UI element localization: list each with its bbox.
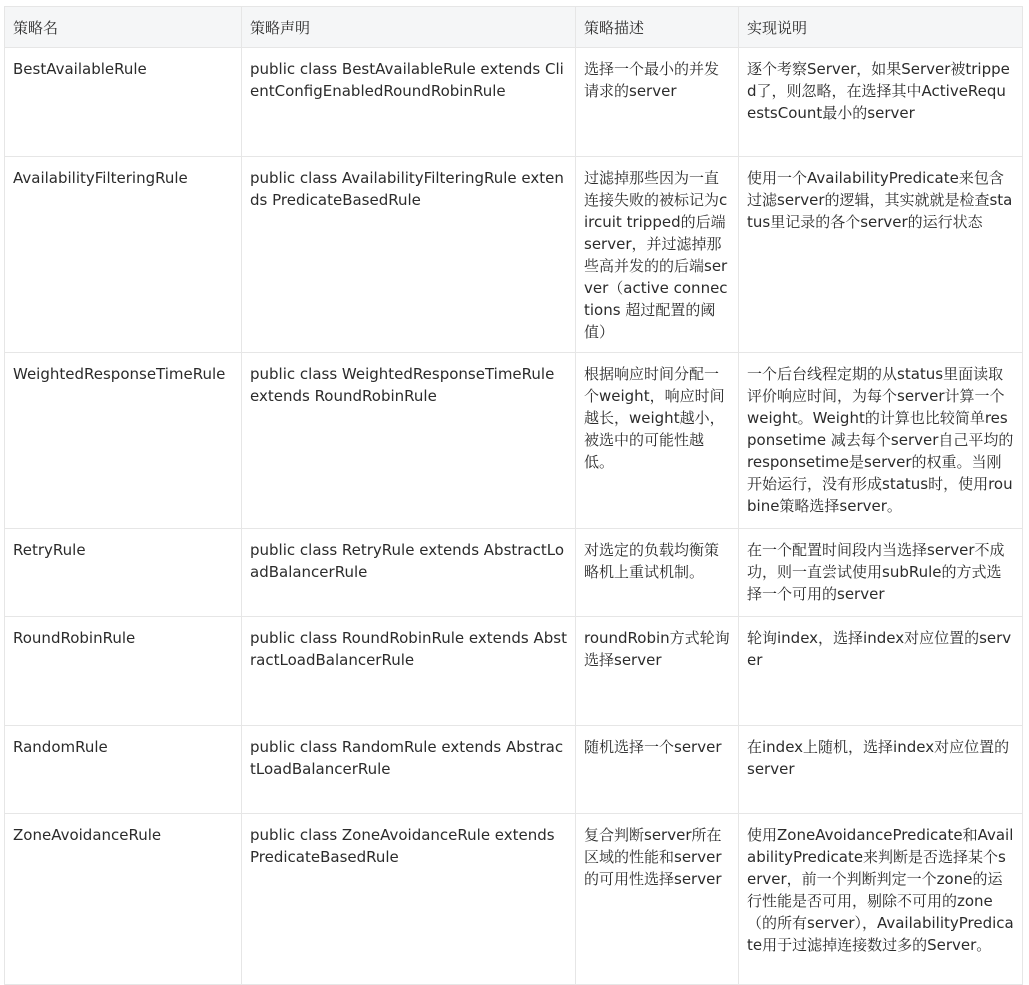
- cell-name: RandomRule: [5, 726, 242, 814]
- header-strategy-name: 策略名: [5, 7, 242, 48]
- table-row: [5, 726, 1023, 814]
- strategy-table-container: [4, 6, 1022, 985]
- cell-implementation: 逐个考察Server，如果Server被tripped了，则忽略，在选择其中ActiveRequestsCount最小的server: [739, 48, 1023, 157]
- cell-implementation: 使用ZoneAvoidancePredicate和AvailabilityPredicate来判断是否选择某个server，前一个判断判定一个zone的运行性能是否可用，剔除不可用的zone（的所有server），AvailabilityPredicate用于过滤掉连接数过多的Server。: [739, 814, 1023, 985]
- cell-declaration: public class AvailabilityFilteringRule extends PredicateBasedRule: [242, 157, 576, 353]
- cell-implementation: 使用一个AvailabilityPredicate来包含过滤server的逻辑，其实就就是检查status里记录的各个server的运行状态: [739, 157, 1023, 353]
- cell-implementation: 一个后台线程定期的从status里面读取评价响应时间，为每个server计算一个weight。Weight的计算也比较简单responsetime 减去每个server自己平均的responsetime是server的权重。当刚开始运行，没有形成status时，使用roubine策略选择server。: [739, 353, 1023, 529]
- cell-declaration: public class ZoneAvoidanceRule extends PredicateBasedRule: [242, 814, 576, 985]
- cell-name: RoundRobinRule: [5, 617, 242, 726]
- cell-description: 根据响应时间分配一个weight，响应时间越长，weight越小，被选中的可能性越低。: [576, 353, 739, 529]
- header-row: [5, 7, 1023, 48]
- cell-implementation: 在index上随机，选择index对应位置的server: [739, 726, 1023, 814]
- cell-declaration: public class BestAvailableRule extends ClientConfigEnabledRoundRobinRule: [242, 48, 576, 157]
- cell-description: 随机选择一个server: [576, 726, 739, 814]
- cell-description: 对选定的负载均衡策略机上重试机制。: [576, 529, 739, 617]
- header-strategy-declaration: 策略声明: [242, 7, 576, 48]
- cell-name: BestAvailableRule: [5, 48, 242, 157]
- cell-description: 过滤掉那些因为一直连接失败的被标记为circuit tripped的后端server，并过滤掉那些高并发的的后端server（active connections 超过配置的阈值）: [576, 157, 739, 353]
- cell-implementation: 轮询index，选择index对应位置的server: [739, 617, 1023, 726]
- cell-description: 复合判断server所在区域的性能和server的可用性选择server: [576, 814, 739, 985]
- table-row: [5, 157, 1023, 353]
- cell-description: roundRobin方式轮询选择server: [576, 617, 739, 726]
- table-body: [5, 48, 1023, 985]
- table-row: [5, 48, 1023, 157]
- table-header: [5, 7, 1023, 48]
- cell-declaration: public class RandomRule extends AbstractLoadBalancerRule: [242, 726, 576, 814]
- cell-implementation: 在一个配置时间段内当选择server不成功，则一直尝试使用subRule的方式选择一个可用的server: [739, 529, 1023, 617]
- header-strategy-description: 策略描述: [576, 7, 739, 48]
- header-implementation-notes: 实现说明: [739, 7, 1023, 48]
- cell-name: AvailabilityFilteringRule: [5, 157, 242, 353]
- cell-name: WeightedResponseTimeRule: [5, 353, 242, 529]
- cell-declaration: public class RoundRobinRule extends AbstractLoadBalancerRule: [242, 617, 576, 726]
- table-row: [5, 814, 1023, 985]
- table-row: [5, 617, 1023, 726]
- strategy-table: [4, 6, 1023, 985]
- cell-description: 选择一个最小的并发请求的server: [576, 48, 739, 157]
- cell-declaration: public class WeightedResponseTimeRule extends RoundRobinRule: [242, 353, 576, 529]
- cell-declaration: public class RetryRule extends AbstractLoadBalancerRule: [242, 529, 576, 617]
- cell-name: ZoneAvoidanceRule: [5, 814, 242, 985]
- table-row: [5, 353, 1023, 529]
- cell-name: RetryRule: [5, 529, 242, 617]
- table-row: [5, 529, 1023, 617]
